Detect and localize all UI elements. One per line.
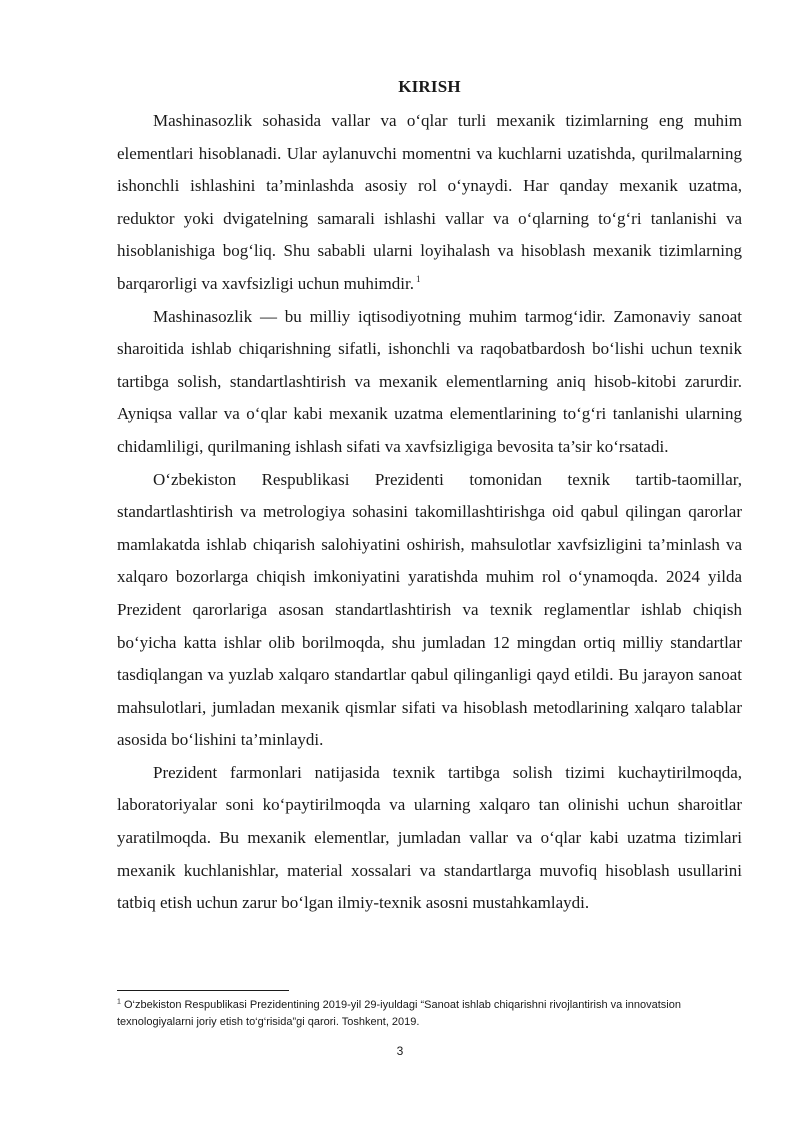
footnote-marker: 1 xyxy=(117,998,121,1006)
page-number: 3 xyxy=(396,1044,404,1058)
footnote-text: O‘zbekiston Respublikasi Prezidentining 2019-yil 29-iyuldagi “Sanoat ishlab chiqarishni rivojlantirish va innovatsion texnologiyalarni joriy etish to‘g‘risida”gi qarori. Toshkent, 2019. xyxy=(117,999,681,1028)
footnote-separator xyxy=(117,990,289,991)
paragraph-1 xyxy=(117,105,742,301)
footnote-reference[interactable]: 1 xyxy=(415,274,421,285)
paragraph-2: Mashinasozlik — bu milliy iqtisodiyotning muhim tarmog‘idir. Zamonaviy sanoat sharoitida ishlab chiqarishning sifatli, ishonchli va raqobatbardosh bo‘lishi uchun texnik tartibga solish, standartlashtirish va mexanik elementlarning aniq hisob-kitobi zarurdir. Ayniqsa vallar va o‘qlar kabi mexanik uzatma elementlarining to‘g‘ri tanlanishi ularning chidamliligi, qurilmaning ishlash sifati va xavfsizligiga bevosita ta’sir ko‘rsatadi. xyxy=(117,306,742,456)
paragraph-3: O‘zbekiston Respublikasi Prezidenti tomonidan texnik tartib-taomillar, standartlashtirish va metrologiya sohasini takomillashtirishga oid qabul qilingan qarorlar mamlakatda ishlab chiqarish salohiyatini oshirish, mahsulotlar xavfsizligini ta’minlash va xalqaro bozorlarga chiqish imkoniyatini yaratishda muhim rol o‘ynamoqda. 2024 yilda Prezident qarorlariga asosan standartlashtirish va texnik reglamentlar ishlab chiqish bo‘yicha katta ishlar olib borilmoqda, shu jumladan 12 mingdan ortiq milliy standartlar tasdiqlangan va yuzlab xalqaro standartlar qabul qilinganligi qayd etildi. Bu jarayon sanoat mahsulotlari, jumladan mexanik qismlar sifati va hisoblash metodlarining xalqaro talablar asosida bo‘lishini ta’minlaydi. xyxy=(117,469,742,750)
paragraph-4: Prezident farmonlari natijasida texnik tartibga solish tizimi kuchaytirilmoqda, laboratoriyalar soni ko‘paytirilmoqda va ularning xalqaro tan olinishi uchun sharoitlar yaratilmoqda. Bu mexanik elementlar, jumladan vallar va o‘qlar kabi uzatma tizimlari mexanik kuchlanishlar, material xossalari va standartlarga muvofiq hisoblash usullarini tatbiq etish uchun zarur bo‘lgan ilmiy-texnik asosni mustahkamlaydi. xyxy=(117,762,742,913)
paragraph-1-text: Mashinasozlik sohasida vallar va o‘qlar turli mexanik tizimlarning eng muhim elementlari hisoblanadi. Ular aylanuvchi momentni va kuchlarni uzatishda, qurilmalarning ishonchli ishlashini ta’minlashda asosiy rol o‘ynaydi. Har qanday mexanik uzatma, reduktor yoki dvigatelning samarali ishlashi vallar va o‘qlarning to‘g‘ri tanlanishi va hisoblanishiga bog‘liq. Shu sababli ularni loyihalash va hisoblash mexanik tizimlarning barqarorligi va xavfsizligi uchun muhimdir. xyxy=(117,111,742,293)
section-title: KIRISH xyxy=(398,77,461,96)
document-body xyxy=(117,75,742,920)
footnote xyxy=(117,997,742,1031)
